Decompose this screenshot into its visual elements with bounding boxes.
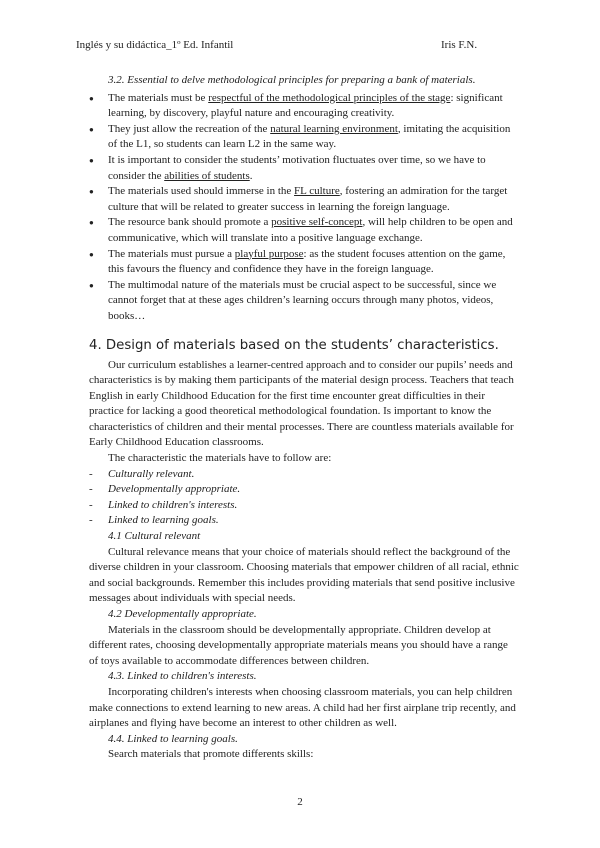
list-item: - Linked to learning goals. <box>89 513 519 529</box>
list-item: ● The materials must pursue a playful purpose: as the student focuses attention on the game, this favours the fluency and confidence they have in the foreign language. <box>89 247 519 278</box>
subsection-4-3-text: Incorporating children's interests when choosing classroom materials, you can help children make connections to extend learning to new areas. A child had her first airplane trip recently, and airplanes and flying have become an interest to other children as well. <box>89 685 516 730</box>
subsection-4-4-text: Search materials that promote differents skills: <box>108 748 314 761</box>
principles-list <box>89 91 519 325</box>
subsection-4-3-title: 4.3. Linked to children's interests. <box>108 670 257 683</box>
section-4-intro: Our curriculum establishes a learner-centred approach and to consider our pupils’ needs and characteristics is by making them participants of the material design process. Teachers that teach English in early Childhood Education for the first time encounter great difficulties in their practice for lacking a good theoretical methodological foundation. Is important to know the characteristics of children and their mental processes. There are countless materials available for Early Childhood Education classrooms. <box>89 358 514 449</box>
list-item: ● It is important to consider the students’ motivation fluctuates over time, so we have to consider the abilities of students. <box>89 153 519 184</box>
subsection-4-1-title: 4.1 Cultural relevant <box>108 530 201 543</box>
page-content <box>89 73 519 763</box>
list-item: ● The materials used should immerse in the FL culture, fostering an admiration for the target culture that will be related to greater success in learning the foreign language. <box>89 184 519 215</box>
list-item: ● They just allow the recreation of the natural learning environment, imitating the acquisition of the L1, so students can learn L2 in the same way. <box>89 122 519 153</box>
section-3-2-title: 3.2. Essential to delve methodological principles for preparing a bank of materials. <box>108 74 476 86</box>
subsection-4-2-title: 4.2 Developmentally appropriate. <box>108 608 257 620</box>
list-item: - Linked to children's interests. <box>89 498 519 514</box>
header-course-title: Inglés y su didáctica_1º Ed. Infantil <box>76 39 234 51</box>
list-item: - Developmentally appropriate. <box>89 482 519 498</box>
characteristics-intro: The characteristic the materials have to follow are: <box>108 452 332 465</box>
page-header <box>76 39 492 53</box>
subsection-4-4-title: 4.4. Linked to learning goals. <box>108 732 238 745</box>
list-item: ● The materials must be respectful of the methodological principles of the stage: significant learning, by discovery, playful nature and encouraging creativity. <box>89 91 519 122</box>
header-author: Iris F.N. <box>441 39 478 51</box>
subsection-4-1-text: Cultural relevance means that your choice of materials should reflect the background of the diverse children in your classroom. Choosing materials that empower children of all racial, ethnic and social backgrounds. Remember this includes providing materials that send positive inclusive messages about individuals with special needs. <box>89 545 519 605</box>
list-item: ● The multimodal nature of the materials must be crucial aspect to be successful, since we cannot forget that at these ages children’s learning occurs through many photos, videos, books… <box>89 278 519 325</box>
subsection-4-2-text: Materials in the classroom should be developmentally appropriate. Children develop at different rates, choosing developmentally appropriate materials means you should have a range of toys available to accommodate differences between children. <box>89 623 508 667</box>
list-item: - Culturally relevant. <box>89 467 519 483</box>
section-4-heading: 4. Design of materials based on the students’ characteristics. <box>89 337 499 353</box>
page-number: 2 <box>297 796 303 808</box>
characteristics-list <box>89 467 519 529</box>
list-item: ● The resource bank should promote a positive self-concept, will help children to be open and communicative, which will translate into a positive language exchange. <box>89 215 519 246</box>
